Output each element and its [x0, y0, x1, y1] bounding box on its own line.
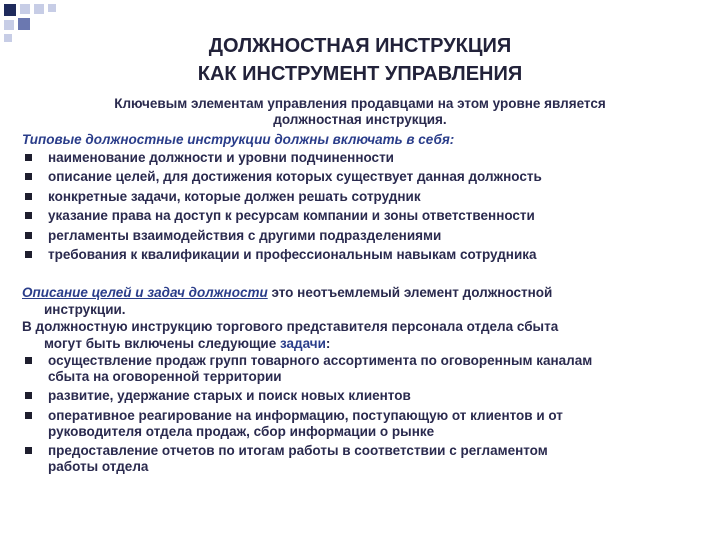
square-bullet-icon	[25, 392, 32, 399]
section-goals-tasks	[22, 285, 712, 479]
list-item: оперативное реагирование на информацию, поступающую от клиентов и от руководителя отдела продаж, сбор информации о рынке	[22, 408, 712, 440]
list-item: описание целей, для достижения которых существует данная должность	[22, 169, 712, 185]
square-bullet-icon	[25, 357, 32, 364]
list-item: осуществление продаж групп товарного ассортимента по оговоренным каналам сбыта на оговоренной территории	[22, 353, 712, 385]
square-bullet-icon	[25, 232, 32, 239]
list-item: требования к квалификации и профессиональным навыкам сотрудника	[22, 247, 712, 263]
section2-para-cont: могут быть включены следующие задачи:	[44, 336, 331, 351]
list-item: наименование должности и уровни подчиненности	[22, 150, 712, 166]
corner-decoration	[0, 0, 60, 44]
section2-para: В должностную инструкцию торгового представителя персонала отдела сбыта	[22, 319, 559, 334]
page-title	[120, 32, 600, 88]
intro-line-1: Ключевым элементам управления продавцами на этом уровне является	[114, 96, 606, 111]
section1-lead: Типовые должностные инструкции должны включать в себя:	[22, 132, 455, 147]
square-bullet-icon	[25, 154, 32, 161]
title-line-2: КАК ИНСТРУМЕНТ УПРАВЛЕНИЯ	[197, 63, 523, 85]
section2-lead-emphasis: Описание целей и задач должности	[22, 285, 268, 300]
list-item: конкретные задачи, которые должен решать сотрудник	[22, 189, 712, 205]
intro-text	[60, 96, 660, 128]
section2-list	[22, 353, 712, 475]
list-item: указание права на доступ к ресурсам компании и зоны ответственности	[22, 208, 712, 224]
tasks-keyword: задачи	[279, 336, 326, 351]
square-bullet-icon	[25, 193, 32, 200]
section-typical-instructions	[22, 132, 712, 266]
intro-line-2: должностная инструкция.	[273, 112, 447, 127]
square-bullet-icon	[25, 412, 32, 419]
list-item: предоставление отчетов по итогам работы в соответствии с регламентом работы отдела	[22, 443, 712, 475]
section2-lead-cont: инструкции.	[44, 302, 126, 317]
title-line-1: ДОЛЖНОСТНАЯ ИНСТРУКЦИЯ	[208, 35, 512, 57]
square-bullet-icon	[25, 251, 32, 258]
section2-lead: Описание целей и задач должности это неотъемлемый элемент должностной	[22, 285, 553, 300]
square-bullet-icon	[25, 173, 32, 180]
list-item: развитие, удержание старых и поиск новых клиентов	[22, 388, 712, 404]
square-bullet-icon	[25, 212, 32, 219]
section1-list	[22, 150, 712, 263]
square-bullet-icon	[25, 447, 32, 454]
list-item: регламенты взаимодействия с другими подразделениями	[22, 228, 712, 244]
